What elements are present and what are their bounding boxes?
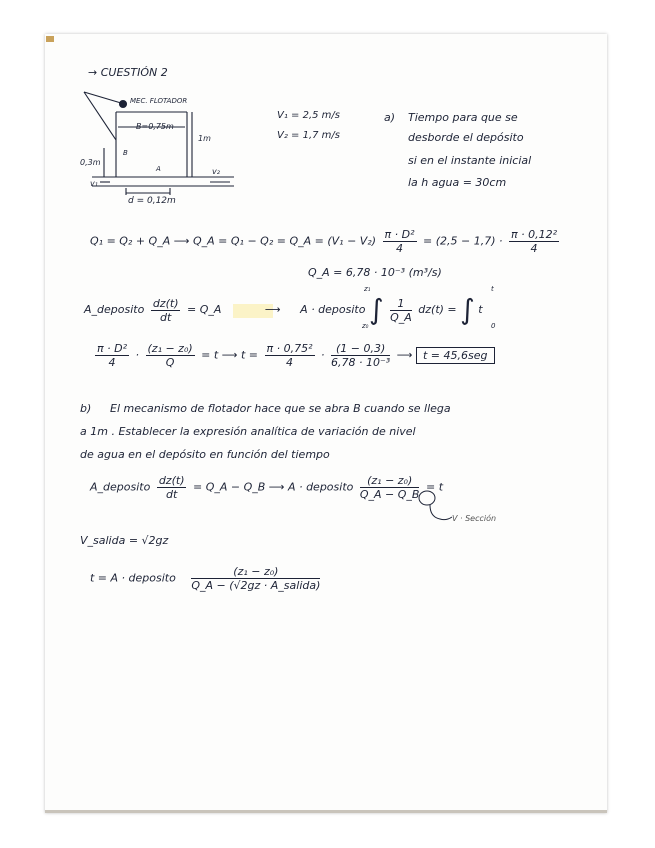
water-height-label: 0,3m: [80, 158, 101, 167]
part-a-line-2: desborde el depósito: [408, 131, 524, 144]
eq1-frac2: $\frac{\text{π · 0,12²}}{4}$: [511, 228, 558, 255]
inlet-velocity-label: v₁: [90, 179, 98, 188]
valve-a-label: A: [156, 165, 161, 173]
eq1-mid: = (2,5 − 1,7) ·: [423, 234, 503, 248]
part-b-label: b): [80, 402, 92, 415]
integral2-lower-limit: 0: [491, 322, 496, 330]
part-a-label: a): [384, 111, 396, 124]
section-heading: → CUESTIÓN 2: [88, 66, 168, 79]
eq1-left: Q₁ = Q₂ + Q_A ⟶ Q_A = Q₁ − Q₂ = Q_A = (V₁ − V₂): [90, 234, 377, 248]
outlet-velocity-label: v₂: [212, 167, 220, 176]
outlet-velocity-equation: V_salida = √2gz: [80, 534, 169, 547]
part-b-line-2: a 1m . Establecer la expresión analítica de variación de nivel: [80, 425, 416, 438]
flow-balance-equation: [90, 228, 562, 255]
tank-height-label: 1m: [198, 134, 211, 143]
part-a-line-3: si en el instante inicial: [408, 154, 532, 167]
part-b-line-1: El mecanismo de flotador hace que se abra B cuando se llega: [110, 402, 451, 415]
given-v2: V₂ = 1,7 m/s: [277, 130, 340, 141]
part-a-line-4: la h agua = 30cm: [408, 176, 507, 189]
velocity-section-note: V · Sección: [452, 514, 497, 523]
valve-b-label: B: [123, 149, 128, 157]
part-b-line-3: de agua en el depósito en función del tiempo: [80, 448, 330, 461]
pipe-diameter-label: d = 0,12m: [128, 196, 176, 206]
integral-lower-limit: z₀: [362, 322, 369, 330]
float-mechanism-label: MEC. FLOTADOR: [130, 97, 188, 105]
eq1-frac1: $\frac{\text{π · D²}}{4}$: [384, 228, 415, 255]
part-a-line-1: Tiempo para que se: [408, 111, 518, 124]
qa-result: Q_A = 6,78 · 10⁻³ (m³/s): [308, 266, 442, 279]
tank-diameter-label: B=0,75m: [136, 122, 174, 131]
integral-upper-limit: z₁: [364, 285, 371, 293]
time-calculation: $\frac{\text{π · D²}}{4}$ · $\frac{\text{(z₁ − z₀)}}{Q}$ = t ⟶ t = $\frac{\text{π · 0,75²}}{4}$ · $\frac{(1 - 0,3)}{\text{6,78 · 10⁻³}}$ ⟶ t = 45,6seg: [92, 342, 495, 369]
level-equation: A_deposito $\frac{dz(t)}{dt}$ = Q_A − Q_B ⟶ A · deposito $\frac{\text{(z₁ − z₀)}}{Q\_A - Q\_B}$ = t: [90, 474, 444, 501]
integral2-upper-limit: t: [491, 285, 494, 293]
final-time-expression: t = A · deposito $\frac{\text{(z₁ − z₀)}}{\text{Q\_A − (√2gz · A\_salida)}}$: [90, 565, 321, 592]
given-v1: V₁ = 2,5 m/s: [277, 110, 340, 121]
boxed-result: t = 45,6seg: [416, 347, 495, 364]
integral-equation: A_deposito $\frac{dz(t)}{dt}$ = Q_A ⟶ A · deposito ∫ $\frac{1}{Q\_A}$ dz(t) = ∫ t: [84, 293, 483, 326]
